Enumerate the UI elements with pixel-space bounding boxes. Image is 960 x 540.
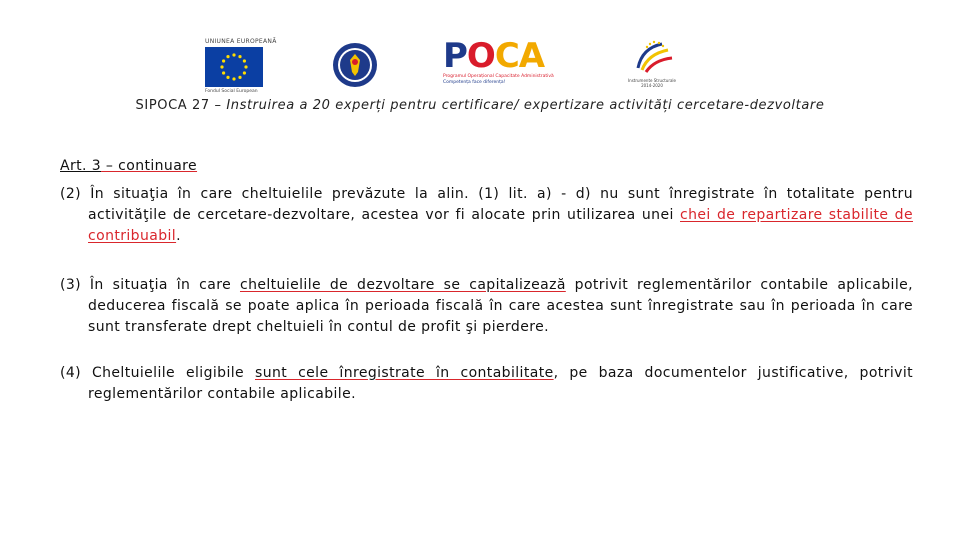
section-heading [60,158,197,174]
paragraph-number: (4) [60,365,92,381]
paragraph-2 [60,184,913,247]
poca-slogan: Competența face diferența! [443,80,506,85]
eu-logo [205,38,277,94]
paragraph-text: În situaţia în care [89,277,240,293]
structural-instruments-caption: Instrumente Structurale [628,78,676,83]
paragraph-text: Cheltuielile eligibile [91,365,255,381]
poca-letter-o: O [466,36,495,76]
project-subtitle [0,98,960,113]
paragraph-text: , pe baza documentelor justificative, potrivit reglementărilor contabile aplicabile. [88,365,913,402]
paragraph-3 [60,275,913,338]
highlighted-phrase: sunt cele înregistrate în contabilitate [255,365,554,381]
article-number: Art. 3 [60,158,102,174]
paragraph-number: (2) [60,186,91,202]
eu-logo-caption: UNIUNEA EUROPEANĂ [205,38,277,45]
highlighted-phrase: chei de repartizare stabilite de contribuabil [88,207,913,244]
structural-instruments-logo [628,38,676,88]
structural-instruments-years: 2014-2020 [641,83,663,88]
paragraph-text: . [176,228,181,244]
structural-instruments-icon [628,38,676,74]
poca-program-caption: Programul Operațional Capacitate Administrativă [443,74,554,79]
poca-letters-ca: CA [494,36,545,76]
highlighted-phrase: cheltuielile de dezvoltare se capitalizează [239,277,566,293]
project-title: Instruirea a 20 experți pentru certificare/ expertizare activități cercetare-dezvoltare [226,98,825,113]
article-continuation: – continuare [101,158,198,174]
poca-wordmark [443,38,565,74]
paragraph-number: (3) [60,277,90,293]
project-code: SIPOCA 27 – [135,98,227,113]
poca-letter-p: P [443,36,467,76]
eu-fund-caption: Fondul Social European [205,89,258,94]
poca-logo [443,38,565,86]
logo-bar [0,38,960,96]
paragraph-text: În situaţia în care cheltuielile prevăzute la alin. (1) lit. a) - d) nu sunt înregistrate în totalitate pentru activităţile de cercetare-dezvoltare, acestea vor fi alocate prin utilizarea unei [88,186,913,223]
eu-flag-icon [205,47,263,87]
government-seal-icon [332,42,378,88]
paragraph-text: potrivit reglementărilor contabile aplicabile, deducerea fiscală se poate aplica în perioada fiscală în care acestea sunt înregistrate sau în perioada în care sunt transferate drept cheltuieli în contul de profit şi pierdere. [88,277,913,335]
paragraph-4 [60,363,913,405]
